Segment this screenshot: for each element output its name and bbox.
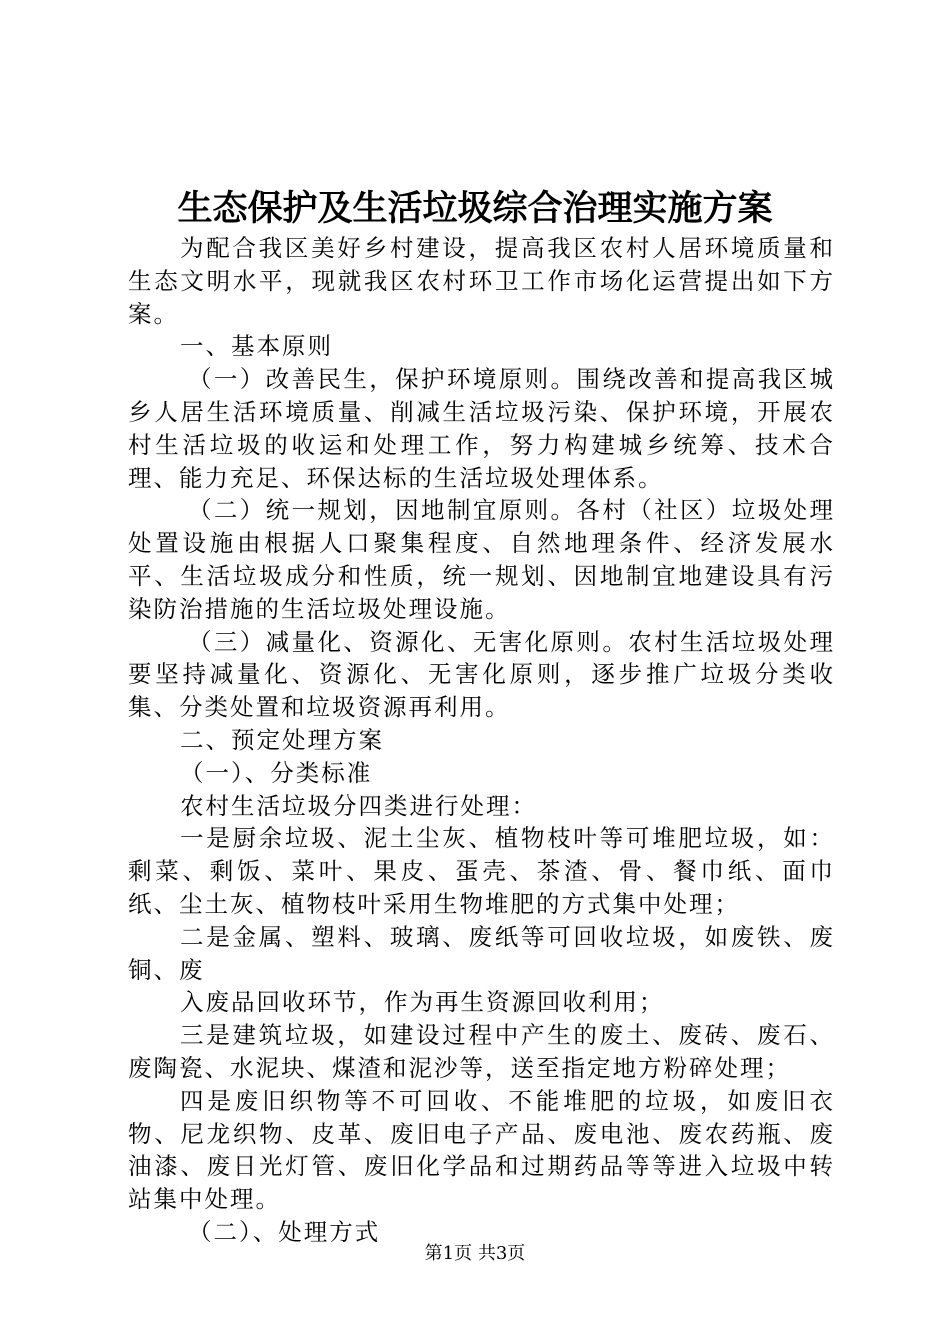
document-body	[128, 232, 835, 1249]
page-footer: 第1页 共3页	[424, 1243, 526, 1264]
paragraph-category-4: 四是废旧织物等不可回收、不能堆肥的垃圾，如废旧衣物、尼龙织物、皮革、废旧电子产品、废电池、废农药瓶、废油漆、废日光灯管、废旧化学品和过期药品等等进入垃圾中转站集中处理。	[128, 1086, 835, 1214]
paragraph-principle-2: （二）统一规划，因地制宜原则。各村（社区）垃圾处理处置设施由根据人口聚集程度、自然地理条件、经济发展水平、生活垃圾成分和性质，统一规划、因地制宜地建设具有污染防治措施的生活垃圾处理设施。	[128, 496, 835, 623]
paragraph-intro: 为配合我区美好乡村建设，提高我区农村人居环境质量和生态文明水平，现就我区农村环卫工作市场化运营提出如下方案。	[128, 234, 835, 328]
heading-treatment-plan: 二、预定处理方案	[180, 725, 384, 754]
subheading-classification: （一）、分类标准	[180, 758, 373, 787]
paragraph-category-1: 一是厨余垃圾、泥土尘灰、植物枝叶等可堆肥垃圾，如：剩菜、剩饭、菜叶、果皮、蛋壳、茶渣、骨、餐巾纸、面巾纸、尘土灰、植物枝叶采用生物堆肥的方式集中处理；	[128, 824, 835, 918]
paragraph-principle-1: （一）改善民生，保护环境原则。围绕改善和提高我区城乡人居生活环境质量、削减生活垃圾污染、保护环境，开展农村生活垃圾的收运和处理工作，努力构建城乡统筹、技术合理、能力充足、环保达标的生活垃圾处理体系。	[128, 365, 835, 492]
paragraph-category-3: 三是建筑垃圾，如建设过程中产生的废土、废砖、废石、废陶瓷、水泥块、煤渣和泥沙等，送至指定地方粉碎处理；	[128, 1021, 835, 1082]
subheading-treatment-method: （二）、处理方式	[188, 1217, 381, 1246]
paragraph-category-2-cont: 入废品回收环节，作为再生资源回收利用；	[180, 988, 665, 1017]
heading-basic-principles: 一、基本原则	[180, 332, 333, 361]
paragraph-principle-3: （三）减量化、资源化、无害化原则。农村生活垃圾处理要坚持减量化、资源化、无害化原则，逐步推广垃圾分类收集、分类处置和垃圾资源再利用。	[128, 627, 835, 722]
paragraph-four-categories: 农村生活垃圾分四类进行处理：	[180, 791, 537, 820]
paragraph-category-2: 二是金属、塑料、玻璃、废纸等可回收垃圾，如废铁、废铜、废	[128, 922, 835, 984]
document-title: 生态保护及生活垃圾综合治理实施方案	[177, 188, 773, 229]
